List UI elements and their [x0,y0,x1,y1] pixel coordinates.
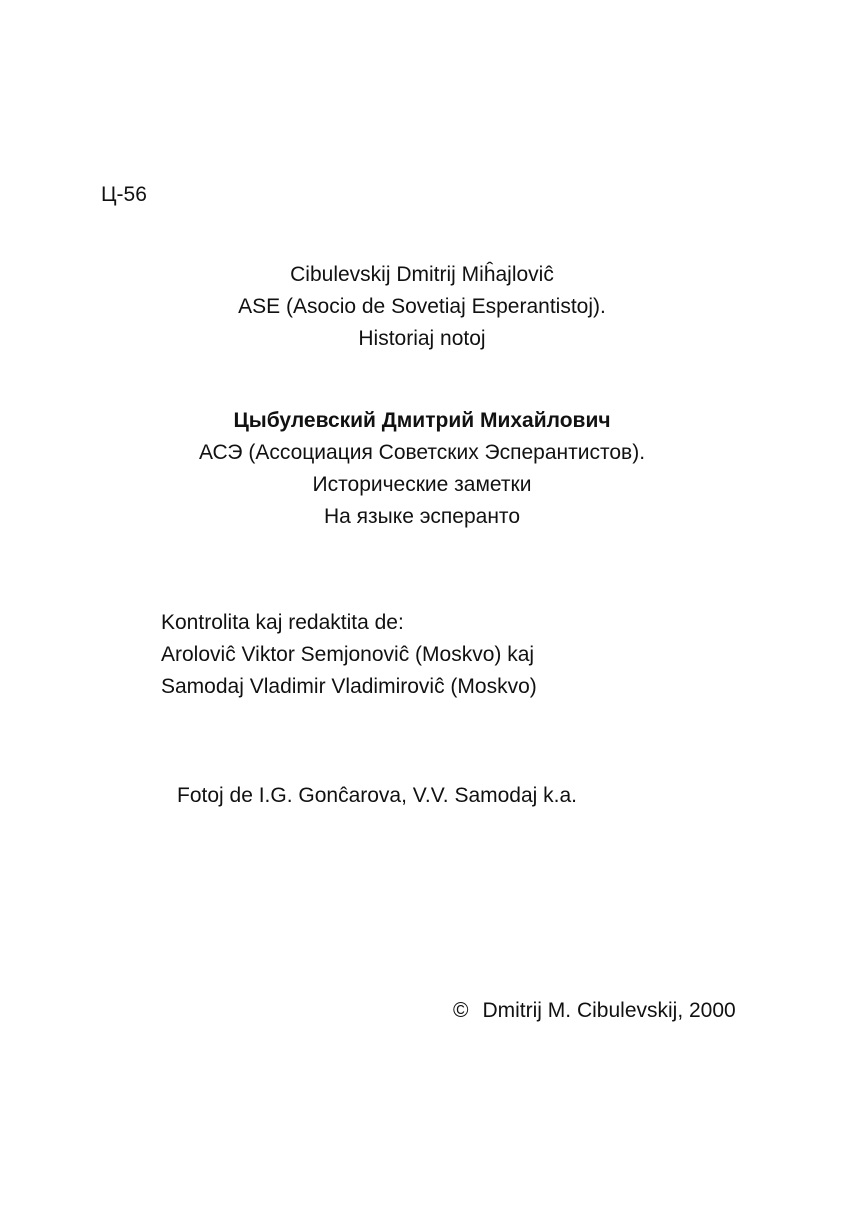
copyright-line [453,1000,736,1021]
esperanto-subtitle: Historiaj notoj [358,327,486,350]
esperanto-title-block [0,259,844,355]
russian-subtitle: Исторические заметки [312,473,532,496]
russian-language-note: На языке эсперанто [324,505,520,528]
editors-block [161,607,537,703]
copyright-text: Dmitrij M. Cibulevskij, 2000 [482,999,736,1022]
editor-2: Samodaj Vladimir Vladimiroviĉ (Moskvo) [161,675,537,698]
russian-title: АСЭ (Ассоциация Советских Эсперантистов). [198,441,646,464]
esperanto-title: ASE (Asocio de Sovetiaj Esperantistoj). [238,295,606,318]
esperanto-author: Cibulevskij Dmitrij Miĥajloviĉ [290,263,554,286]
copyright-icon: © [453,999,469,1022]
russian-title-block [0,405,844,533]
catalog-code: Ц-56 [101,183,147,206]
photos-credit: Fotoj de I.G. Gonĉarova, V.V. Samodaj k.a. [177,784,578,807]
editor-1: Aroloviĉ Viktor Semjonoviĉ (Moskvo) kaj [161,643,535,666]
editors-intro: Kontrolita kaj redaktita de: [161,611,404,634]
russian-author: Цыбулевский Дмитрий Михайлович [233,409,611,432]
